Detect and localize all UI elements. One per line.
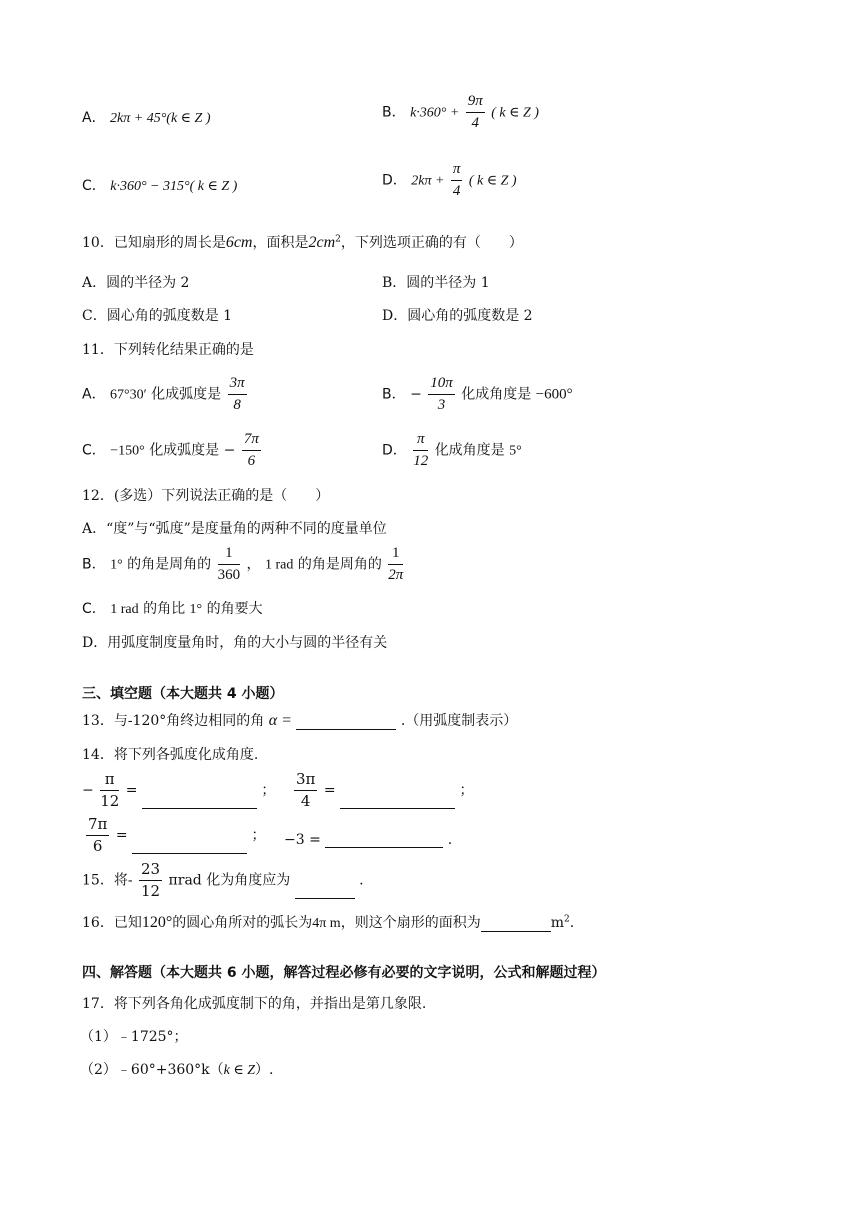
fraction bbox=[242, 432, 261, 469]
q11-option-c[interactable] bbox=[82, 432, 263, 469]
option-label: C． bbox=[82, 442, 106, 459]
fraction bbox=[86, 817, 109, 854]
q11-option-b[interactable] bbox=[382, 376, 573, 413]
option-text: 的角是周角的 bbox=[127, 556, 212, 573]
stem-math: 6cm bbox=[225, 234, 253, 251]
denominator: 12 bbox=[100, 792, 120, 810]
option-label: A． bbox=[82, 110, 106, 126]
question-text: （2）﹣60°+360°k（ bbox=[80, 1062, 224, 1078]
q9-option-d[interactable] bbox=[382, 162, 517, 199]
fraction bbox=[228, 376, 247, 413]
answer-blank[interactable] bbox=[295, 884, 355, 899]
numerator: 7π bbox=[242, 432, 261, 451]
minus-sign: − bbox=[223, 442, 236, 459]
question-text: ，则这个扇形的面积为 bbox=[340, 915, 481, 931]
equals-sign: = bbox=[125, 782, 138, 799]
answer-blank[interactable] bbox=[340, 794, 455, 809]
option-label: D． bbox=[382, 172, 407, 189]
option-text: ， bbox=[246, 556, 261, 573]
angle-value: 120° bbox=[141, 914, 173, 931]
option-label: B． bbox=[82, 556, 106, 573]
option-expression: k·360° − 315°( k ∈ Z ) bbox=[110, 179, 238, 194]
option-expression: 1 rad bbox=[110, 602, 139, 617]
q12-option-a[interactable]: A．“度”与“弧度”是度量角的两种不同的度量单位 bbox=[82, 521, 387, 537]
fraction bbox=[100, 772, 119, 809]
answer-blank[interactable] bbox=[142, 794, 257, 809]
option-label: B． bbox=[382, 386, 406, 403]
fraction bbox=[451, 162, 463, 199]
punctuation: . bbox=[569, 915, 575, 931]
denominator: 8 bbox=[233, 397, 241, 413]
denominator: 12 bbox=[141, 882, 161, 900]
option-expression: 67°30′ bbox=[110, 387, 147, 403]
answer-blank[interactable] bbox=[132, 839, 247, 854]
question-text: 16．已知 bbox=[82, 915, 142, 931]
question-text: ）. bbox=[255, 1062, 274, 1078]
denominator: 4 bbox=[300, 792, 311, 810]
superscript: 2 bbox=[563, 914, 570, 925]
stem-text: 10．已知扇形的周长是 bbox=[82, 235, 226, 251]
q16 bbox=[82, 912, 574, 932]
option-label: C． bbox=[82, 601, 106, 617]
alpha-symbol: α = bbox=[268, 712, 292, 729]
option-text: 化成角度是 bbox=[461, 386, 532, 403]
section-3-heading: 三、填空题（本大题共 4 小题） bbox=[82, 686, 284, 702]
answer-blank[interactable] bbox=[481, 917, 551, 932]
fraction bbox=[139, 862, 162, 899]
minus-sign: − bbox=[410, 386, 422, 403]
q14-item-b bbox=[292, 772, 474, 809]
question-text: 13．与-120°角终边相同的角 bbox=[82, 713, 265, 729]
q14-stem: 14．将下列各弧度化成角度. bbox=[82, 747, 259, 763]
minus-sign: − bbox=[82, 782, 94, 799]
q17-stem: 17．将下列各角化成弧度制下的角，并指出是第几象限. bbox=[82, 996, 427, 1012]
denominator: 6 bbox=[247, 453, 256, 469]
q17-part-2 bbox=[80, 1059, 274, 1079]
option-value: 5° bbox=[509, 443, 522, 459]
option-expression: 1° bbox=[189, 602, 203, 617]
numerator: 23 bbox=[139, 862, 162, 881]
fraction bbox=[294, 772, 317, 809]
option-expression: 2kπ + bbox=[411, 173, 445, 189]
numerator: π bbox=[451, 162, 463, 181]
option-text: 化成弧度是 bbox=[151, 386, 222, 403]
numerator: 1 bbox=[388, 546, 403, 565]
expression: −3 = bbox=[284, 832, 321, 848]
numerator: 3π bbox=[228, 376, 247, 395]
numerator: π bbox=[100, 772, 119, 791]
fraction bbox=[413, 432, 428, 469]
numerator: 7π bbox=[86, 817, 109, 836]
q14-item-d bbox=[284, 832, 452, 848]
denominator: 6 bbox=[92, 837, 103, 855]
option-text: 化成角度是 bbox=[434, 442, 505, 459]
option-expression: ( k ∈ Z ) bbox=[468, 173, 517, 189]
superscript: 2 bbox=[335, 234, 341, 245]
numerator: 9π bbox=[466, 94, 485, 113]
option-label: C． bbox=[82, 178, 106, 194]
q10-option-b[interactable]: B．圆的半径为 1 bbox=[382, 275, 490, 291]
denominator: 12 bbox=[413, 453, 429, 469]
math-expression: k ∈ Z bbox=[223, 1063, 256, 1078]
q11-stem: 11．下列转化结果正确的是 bbox=[82, 342, 254, 358]
option-text: 的角是周角的 bbox=[297, 556, 382, 573]
equals-sign: = bbox=[115, 827, 128, 844]
option-value: −600° bbox=[535, 386, 573, 403]
numerator: 3π bbox=[294, 772, 317, 791]
fraction bbox=[388, 546, 403, 583]
option-expression: 1 rad bbox=[264, 557, 294, 573]
option-text: 的角比 bbox=[143, 601, 186, 617]
q10-option-c[interactable]: C．圆心角的弧度数是 1 bbox=[82, 308, 233, 324]
denominator: 2π bbox=[388, 567, 404, 583]
fraction bbox=[218, 546, 241, 583]
q14-item-c bbox=[84, 817, 266, 854]
answer-blank[interactable] bbox=[325, 833, 443, 848]
q14-item-a bbox=[82, 772, 275, 809]
stem-math: 2cm bbox=[308, 234, 336, 251]
question-text: 15．将- bbox=[82, 872, 133, 889]
q13 bbox=[82, 710, 517, 730]
q17-part-1: （1）﹣1725°； bbox=[80, 1029, 188, 1045]
numerator: 1 bbox=[218, 546, 241, 565]
answer-blank[interactable] bbox=[296, 715, 396, 730]
option-text: 的角要大 bbox=[206, 601, 263, 617]
question-text: 的圆心角所对的弧长为 bbox=[172, 915, 313, 931]
q11-option-d[interactable] bbox=[382, 432, 522, 469]
fraction bbox=[466, 94, 485, 131]
option-expression: ( k ∈ Z ) bbox=[491, 105, 539, 121]
punctuation: ； bbox=[459, 782, 474, 799]
punctuation: . bbox=[447, 832, 453, 848]
stem-text: ，下列选项正确的有（ ） bbox=[340, 235, 523, 251]
fraction bbox=[428, 376, 455, 413]
option-expression: −150° bbox=[110, 443, 145, 459]
q12-option-d[interactable]: D．用弧度制度量角时，角的大小与圆的半径有关 bbox=[82, 635, 388, 651]
denominator: 360 bbox=[217, 567, 241, 583]
numerator: π bbox=[413, 432, 428, 451]
option-expression: 1° bbox=[110, 557, 123, 573]
arc-length: 4π m bbox=[312, 916, 341, 931]
option-text: 化成弧度是 bbox=[149, 442, 220, 459]
equals-sign: = bbox=[323, 782, 336, 799]
q10-stem bbox=[82, 232, 523, 252]
denominator: 3 bbox=[437, 397, 446, 413]
denominator: 4 bbox=[471, 115, 480, 131]
option-expression: 2kπ + 45°(k ∈ Z ) bbox=[110, 111, 211, 126]
option-label: D． bbox=[382, 442, 407, 459]
punctuation: ； bbox=[261, 782, 276, 799]
punctuation: . bbox=[359, 872, 364, 889]
q12-stem: 12．(多选）下列说法正确的是（ ） bbox=[82, 488, 330, 504]
option-label: B． bbox=[382, 104, 406, 121]
stem-text: ，面积是 bbox=[252, 235, 309, 251]
q12-option-b[interactable] bbox=[82, 546, 405, 583]
unit: m bbox=[550, 915, 564, 931]
section-4-heading: 四、解答题（本大题共 6 小题，解答过程必修有必要的文字说明，公式和解题过程） bbox=[82, 965, 606, 981]
q9-option-b[interactable] bbox=[382, 94, 539, 131]
q12-option-c[interactable] bbox=[82, 598, 263, 618]
q11-option-a[interactable] bbox=[82, 376, 249, 413]
q10-option-a[interactable]: A．圆的半径为 2 bbox=[82, 275, 190, 291]
option-label: A． bbox=[82, 386, 106, 403]
punctuation: ； bbox=[251, 827, 266, 844]
option-expression: k·360° + bbox=[410, 105, 460, 121]
numerator: 10π bbox=[428, 376, 455, 395]
q10-option-d[interactable]: D．圆心角的弧度数是 2 bbox=[382, 308, 533, 324]
q9-option-c[interactable] bbox=[82, 175, 237, 195]
denominator: 4 bbox=[452, 183, 461, 199]
question-text: πrad 化为角度应为 bbox=[168, 872, 291, 889]
q15 bbox=[82, 862, 364, 899]
q9-option-a[interactable] bbox=[82, 107, 211, 127]
question-text: .（用弧度制表示） bbox=[400, 713, 518, 729]
